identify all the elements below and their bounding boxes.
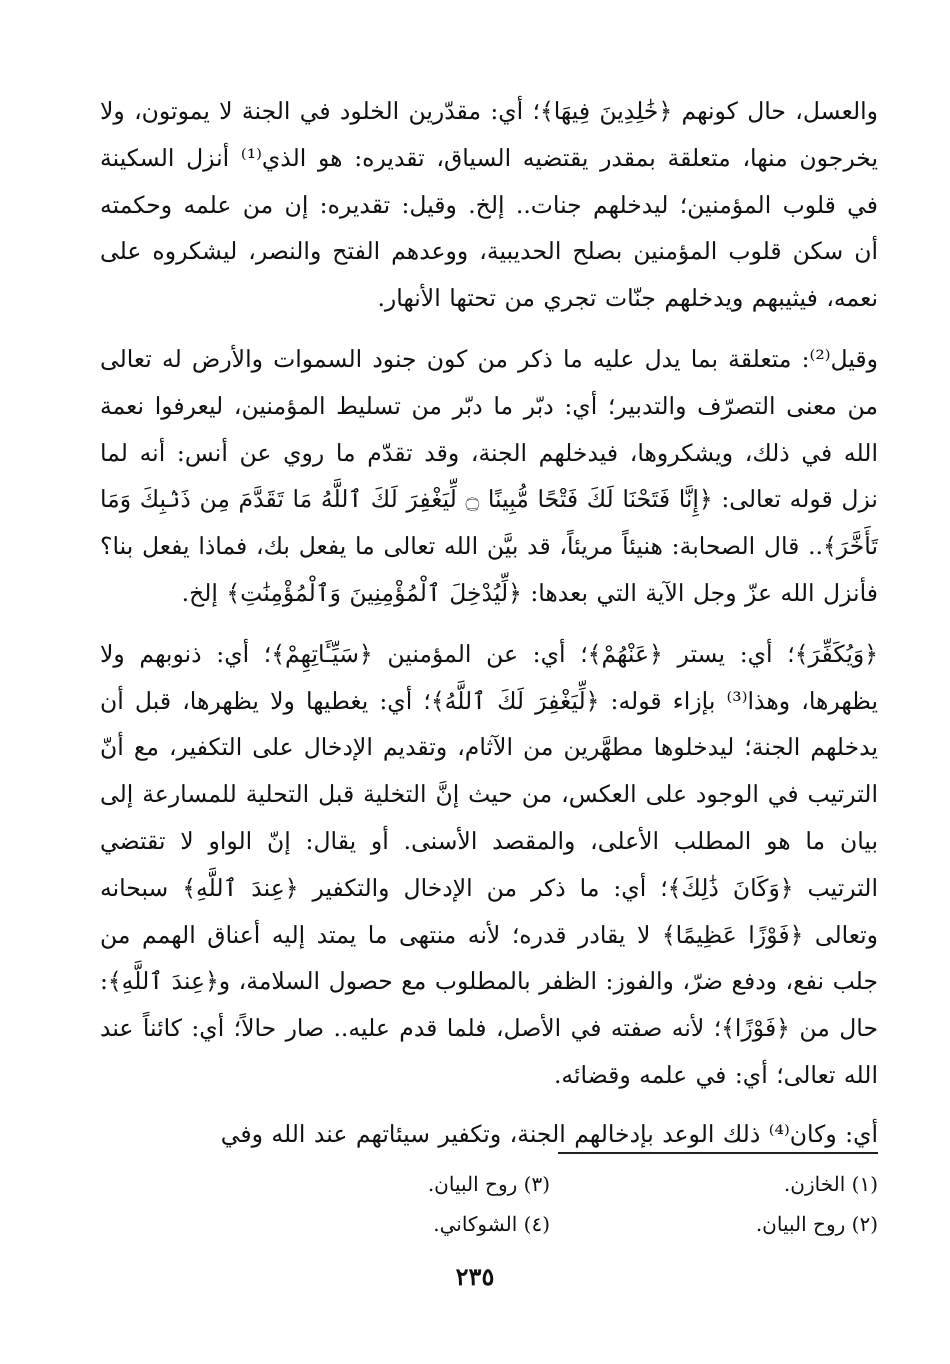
footnote-text: الشوكاني. — [433, 1212, 518, 1236]
footnotes-column-left — [428, 1164, 550, 1244]
footnote-text: الخازن. — [783, 1172, 846, 1196]
footnote-text: روح البيان. — [427, 1172, 518, 1196]
page-number: ٢٣٥ — [455, 1262, 495, 1291]
footnotes-column-right — [756, 1164, 878, 1244]
paragraph-4: أي: وكان⁽⁴⁾ ذلك الوعد بإدخالهم الجنة، وتكفير سيئاتهم عند الله وفي — [220, 1119, 878, 1148]
footnote — [428, 1204, 550, 1244]
footnote-divider — [558, 1152, 878, 1154]
footnote-number: (١) — [851, 1172, 878, 1196]
footnote-text: روح البيان. — [755, 1212, 846, 1236]
footnote — [428, 1164, 550, 1204]
footnote-number: (٣) — [523, 1172, 550, 1196]
body-text — [100, 88, 878, 1158]
paragraph-2: وقيل⁽²⁾: متعلقة بما يدل عليه ما ذكر من كون جنود السموات والأرض له تعالى من معنى التصرّف والتدبير؛ أي: دبّر ما دبّر من تسليط المؤمنين، ليعرفوا نعمة الله في ذلك، ويشكروها، فيدخلهم الجنة، وقد تقدّم ما روي عن أنس: أنه لما نزل قوله تعالى: ﴿إِنَّا فَتَحْنَا لَكَ فَتْحًا مُّبِينًا ۝ لِّيَغْفِرَ لَكَ ٱللَّهُ مَا تَقَدَّمَ مِن ذَنۢبِكَ وَمَا تَأَخَّرَ﴾.. قال الصحابة: هنيئاً مريئاً، قد بيَّن الله تعالى ما يفعل بك، فماذا يفعل بنا؟ فأنزل الله عزّ وجل الآية التي بعدها: ﴿لِّيُدْخِلَ ٱلْمُؤْمِنِينَ وَٱلْمُؤْمِنَٰتِ﴾ إلخ. — [100, 344, 878, 607]
footnote — [756, 1164, 878, 1204]
footnote-number: (٤) — [523, 1212, 550, 1236]
footnote-number: (٢) — [851, 1212, 878, 1236]
footnote — [756, 1204, 878, 1244]
paragraph-1: والعسل، حال كونهم ﴿خَٰلِدِينَ فِيهَا﴾؛ أي: مقدّرين الخلود في الجنة لا يموتون، ولا يخرجون منها، متعلقة بمقدر يقتضيه السياق، تقديره: هو الذي⁽¹⁾ أنزل السكينة في قلوب المؤمنين؛ ليدخلهم جنات.. إلخ. وقيل: تقديره: إن من علمه وحكمته أن سكن قلوب المؤمنين بصلح الحديبية، ووعدهم الفتح والنصر، ليشكروه على نعمه، فيثيبهم ويدخلهم جنّات تجري من تحتها الأنهار. — [100, 97, 878, 313]
paragraph-3: ﴿وَيُكَفِّرَ﴾؛ أي: يستر ﴿عَنْهُمْ﴾؛ أي: عن المؤمنين ﴿سَيِّـَٔاتِهِمْ﴾؛ أي: ذنوبهم ولا يظهرها، وهذا⁽³⁾ بإزاء قوله: ﴿لِّيَغْفِرَ لَكَ ٱللَّهُ﴾؛ أي: يغطيها ولا يظهرها، قبل أن يدخلهم الجنة؛ ليدخلوها مطهَّرين من الآثام، وتقديم الإدخال على التكفير، مع أنّ الترتيب في الوجود على العكس، من حيث إنَّ التخلية قبل التحلية للمسارعة إلى بيان ما هو المطلب الأعلى، والمقصد الأسنى. أو يقال: إنّ الواو لا تقتضي الترتيب ﴿وَكَانَ ذَٰلِكَ﴾؛ أي: ما ذكر من الإدخال والتكفير ﴿عِندَ ٱللَّهِ﴾ سبحانه وتعالى ﴿فَوْزًا عَظِيمًا﴾ لا يقادر قدره؛ لأنه منتهى ما يمتد إليه أعناق الهمم من جلب نفع، ودفع ضرّ، والفوز: الظفر بالمطلوب مع حصول السلامة، و﴿عِندَ ٱللَّهِ﴾: حال من ﴿فَوْزًا﴾؛ لأنه صفته في الأصل، فلما قدم عليه.. صار حالاً؛ أي: كائناً عند الله تعالى؛ أي: في علمه وقضائه. — [100, 639, 878, 1089]
